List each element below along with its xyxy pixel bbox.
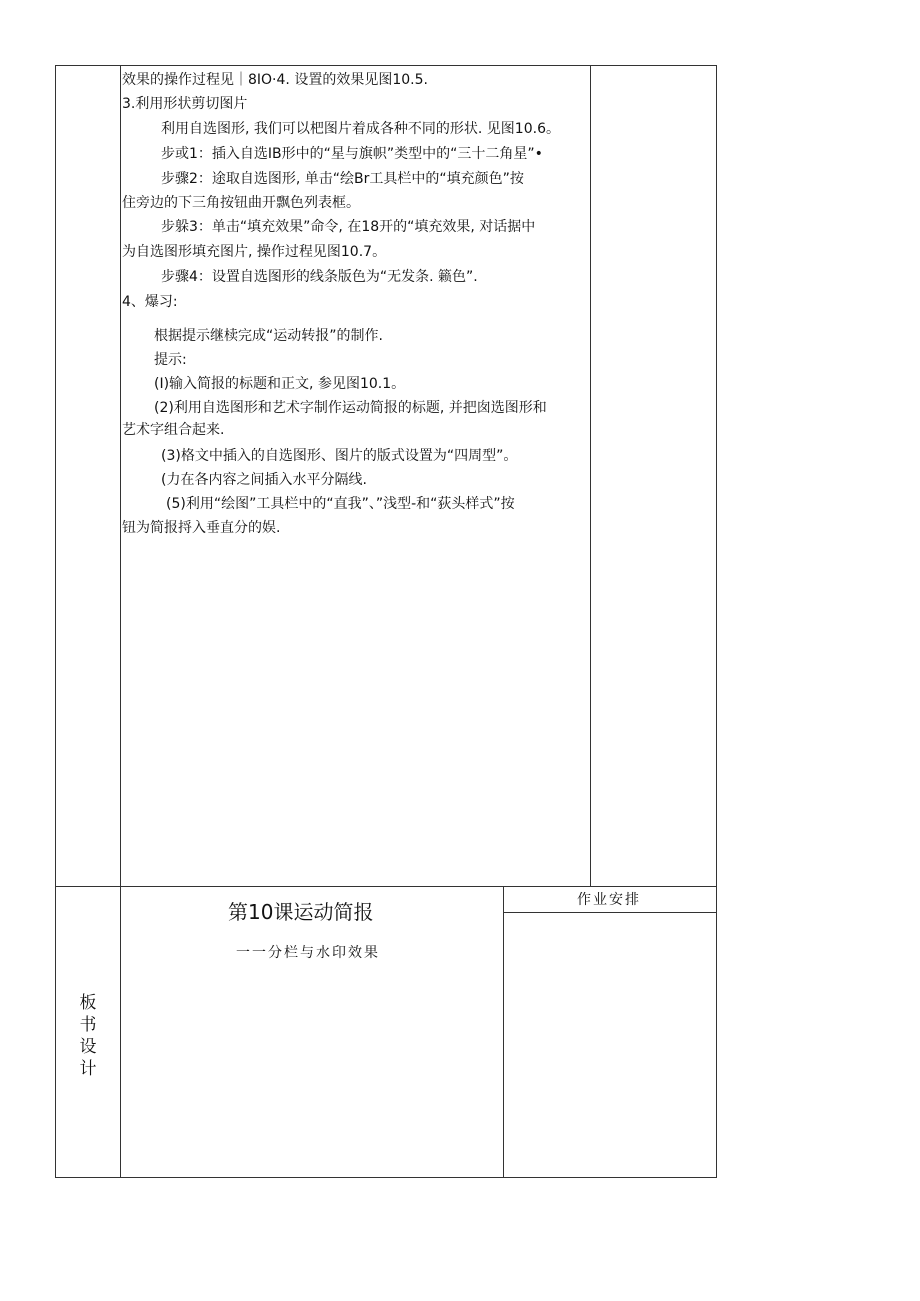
board-subtitle: 一一分栏与水印效果: [236, 945, 380, 961]
table-bottom-border: [55, 1177, 717, 1178]
content-line: 艺术字组合起来.: [122, 422, 225, 438]
content-line: (I)输入简报的标题和正文, 参见图10.1。: [154, 376, 406, 392]
homework-label: 作业安排: [577, 892, 641, 908]
content-line: (5)利用“绘图”工具栏中的“直我”、”浅型-和“荻头样式”按: [166, 496, 515, 512]
table-top-border: [55, 65, 717, 66]
content-line: 步骤2：途取自选图形, 单击“绘Br工具栏中的“填充颜色”按: [161, 171, 524, 187]
board-title: 第10课运动简报: [228, 900, 374, 924]
label-column-divider: [120, 65, 121, 1178]
content-line: 步或1：插入自选IB形中的“星与旗帜”类型中的“三十二角星”•: [161, 146, 543, 162]
content-line: (力在各内容之间插入水平分隔线.: [161, 472, 367, 488]
content-line: 提示:: [154, 352, 187, 368]
section-divider: [55, 886, 717, 887]
table-left-border: [55, 65, 56, 1178]
homework-header-divider: [503, 912, 717, 913]
board-design-label: [76, 992, 100, 1080]
content-line: (2)利用自选图形和艺术字制作运动简报的标题, 并把囱选图形和: [154, 400, 547, 416]
content-line: 根据提示继椟完成“运动转报”的制作.: [154, 328, 383, 344]
content-line: 4、爆习:: [122, 294, 178, 310]
board-label-char: 设: [79, 1037, 97, 1057]
content-line: 为自选图形填充图片, 操作过程见图10.7。: [122, 244, 387, 260]
content-line: (3)格文中插入的自选图形、图片的版式设置为“四周型”。: [161, 448, 518, 464]
content-line: 步躲3：单击“填充效果”命令, 在18开的“填充效果, 对话据中: [161, 219, 536, 235]
content-line: 住旁边的下三角按钮曲开飘色列表框。: [122, 195, 360, 211]
content-right-divider: [590, 65, 591, 887]
content-line: 3.利用形状剪切图片: [122, 96, 248, 112]
content-line: 步骤4：设置自选图形的线条版色为“无发条. 籁色”.: [161, 269, 478, 285]
board-label-char: 计: [79, 1059, 97, 1079]
content-line: 效果的操作过程见｜8IO·4. 设置的效果见图10.5.: [122, 72, 428, 88]
board-label-char: 书: [79, 1015, 97, 1035]
content-line: 钮为简报捋入垂直分的娱.: [122, 520, 281, 536]
table-right-border: [716, 65, 717, 1178]
board-label-char: 板: [79, 993, 97, 1013]
board-homework-divider: [503, 886, 504, 1178]
content-line: 利用自选图形, 我们可以杷图片着成各种不同的形状. 见图10.6。: [161, 121, 560, 137]
